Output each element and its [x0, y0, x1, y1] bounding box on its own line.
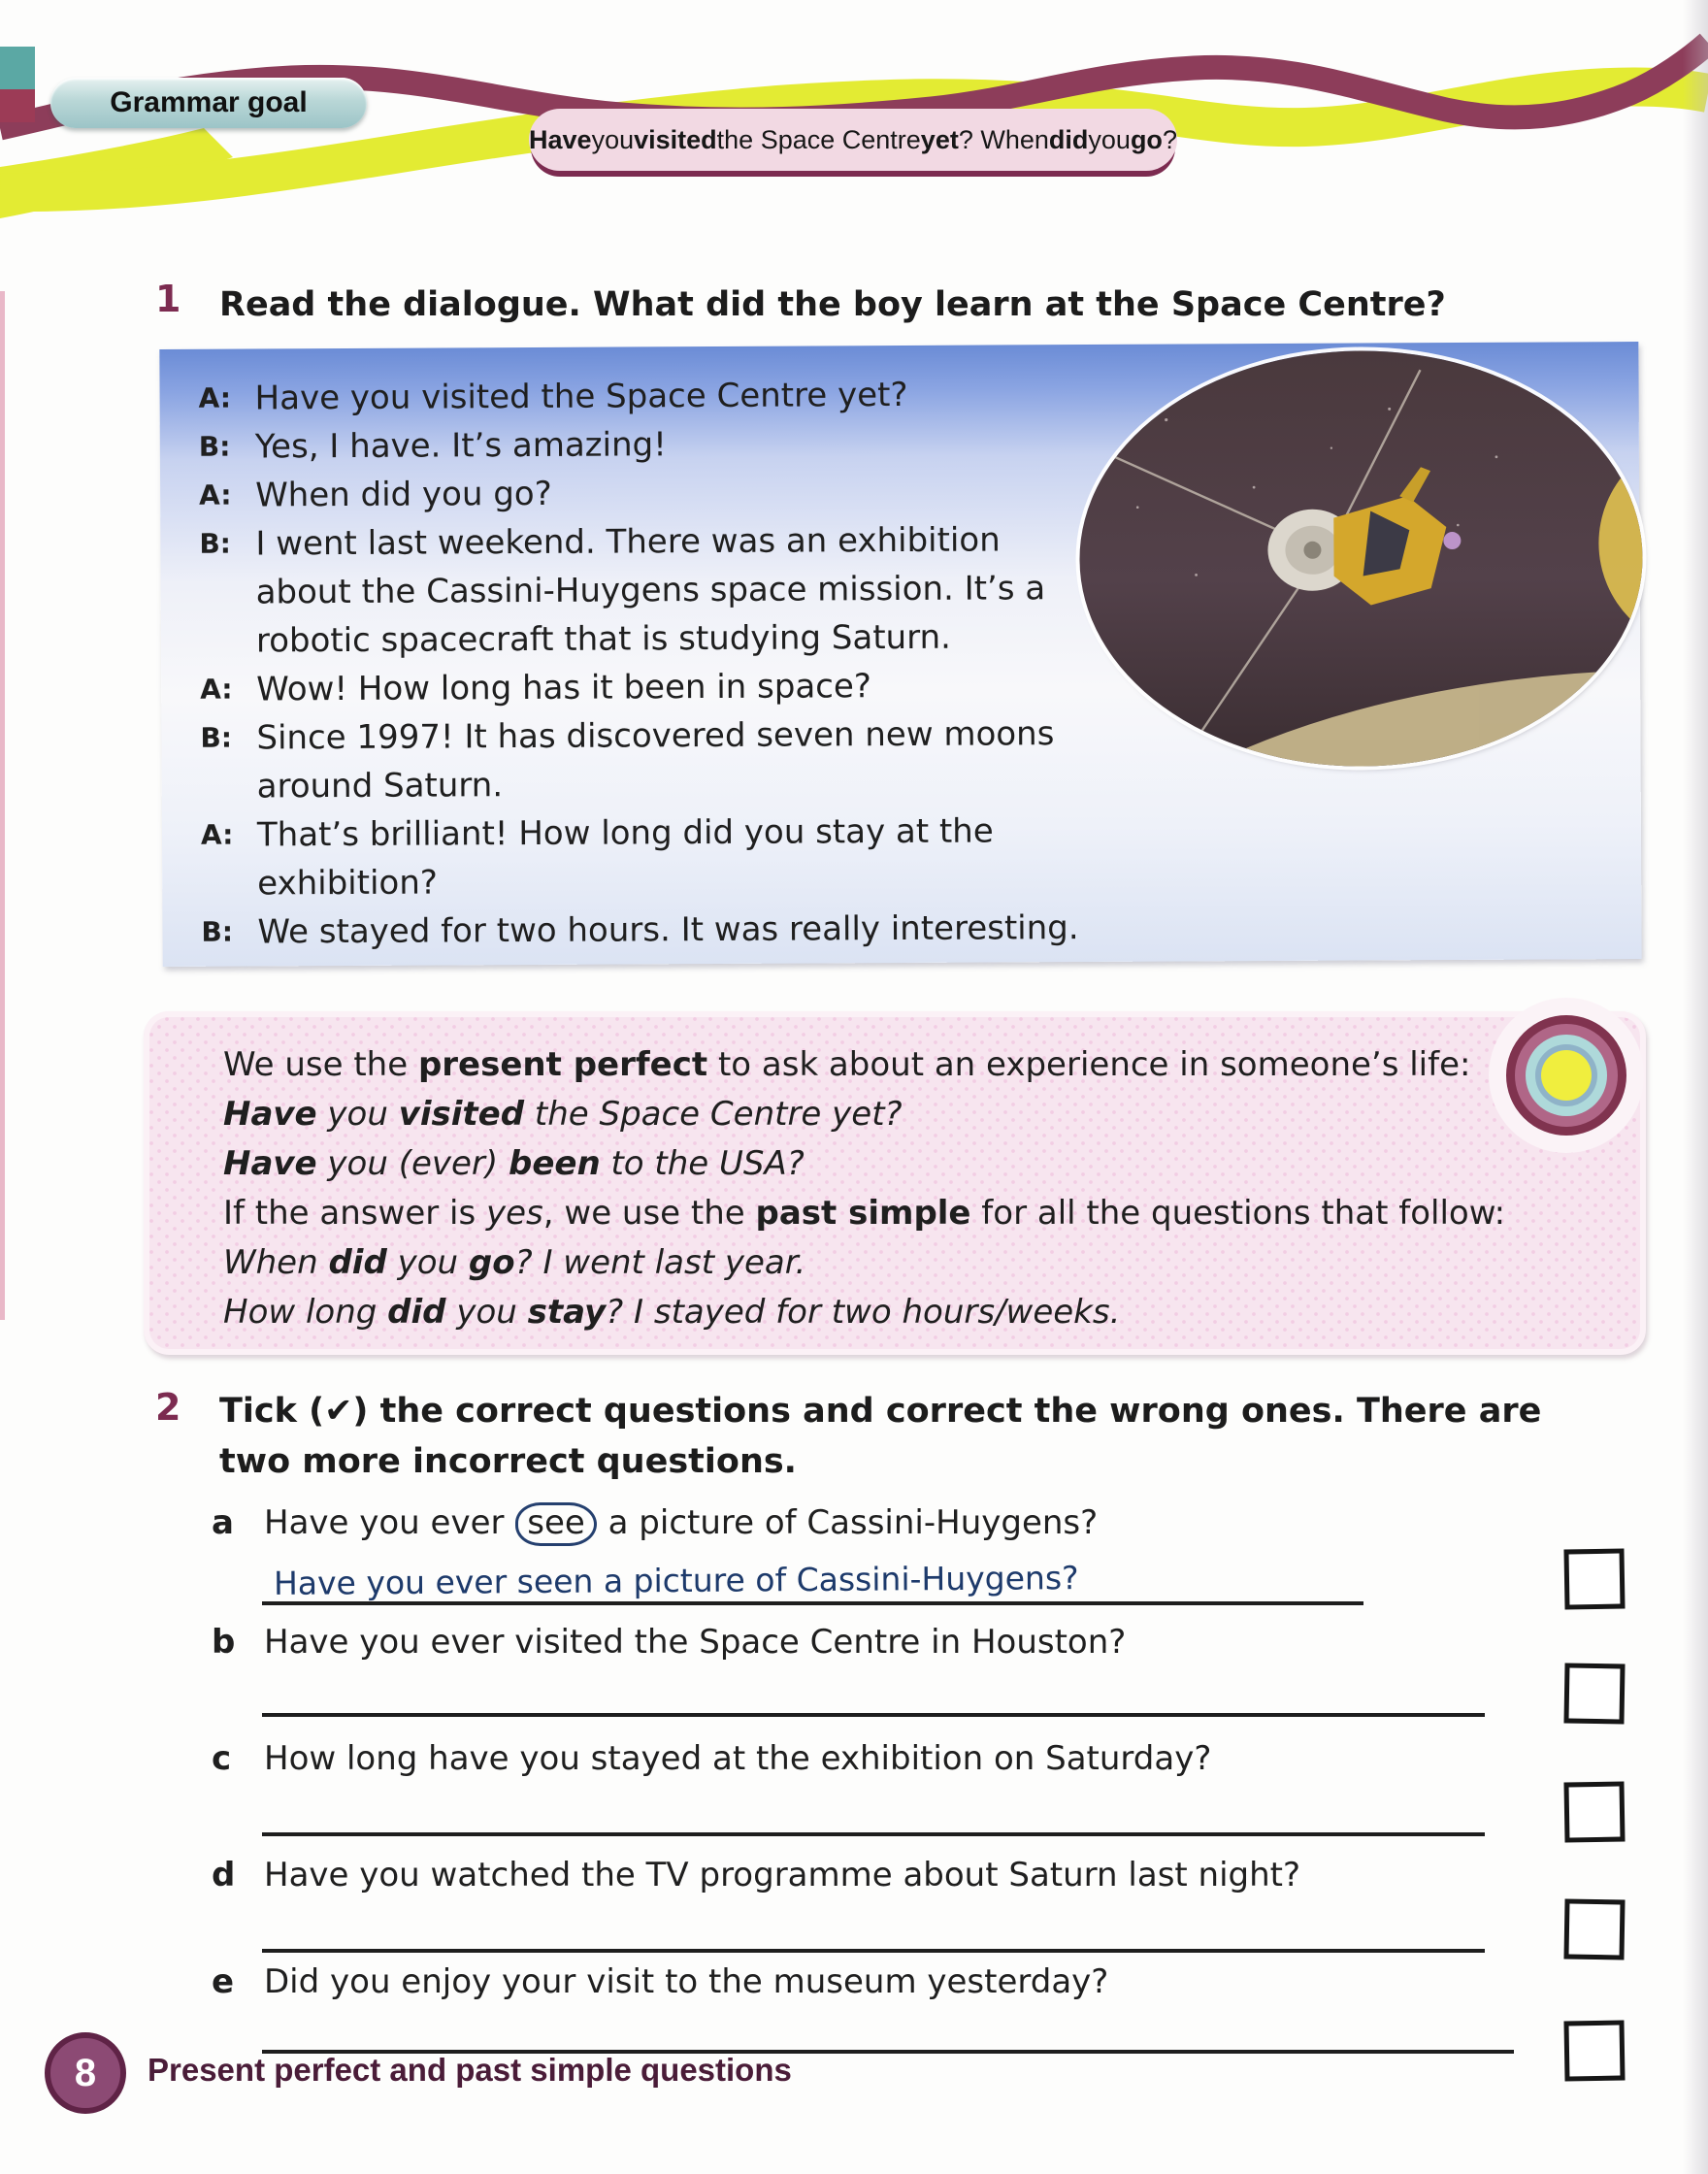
- grammar-rule-line: When did you go? I went last year.: [223, 1243, 806, 1282]
- dialogue-line: A: That’s brilliant! How long did you stay at the exhibition?: [200, 811, 994, 904]
- exercise-2-title-line2: two more incorrect questions.: [219, 1442, 797, 1481]
- grammar-rule-line: We use the present perfect to ask about an experience in someone’s life:: [223, 1045, 1471, 1084]
- exercise-1-number: 1: [155, 278, 181, 320]
- grammar-rule-line: How long did you stay? I stayed for two hours/weeks.: [223, 1293, 1121, 1332]
- grammar-goal-label: Grammar goal: [110, 86, 308, 118]
- dialogue-line: A: Wow! How long has it been in space?: [200, 667, 871, 709]
- page-number-badge: [45, 2032, 126, 2114]
- checkbox-e[interactable]: [1563, 2020, 1625, 2081]
- dialogue-line: A: Have you visited the Space Centre yet?: [198, 375, 908, 418]
- checkbox-b[interactable]: [1563, 1663, 1625, 1724]
- answer-line-b[interactable]: [262, 1663, 1485, 1717]
- checkbox-d[interactable]: [1563, 1898, 1625, 1960]
- dialogue-line: A: When did you go?: [199, 474, 552, 515]
- dialogue-line: B: Yes, I have. It’s amazing!: [198, 425, 667, 467]
- answer-line-d[interactable]: [262, 1898, 1485, 1953]
- grammar-rule-box: [144, 1011, 1646, 1355]
- exercise-1-title: Read the dialogue. What did the boy learn at the Space Centre?: [219, 285, 1446, 324]
- answer-line-c[interactable]: [262, 1782, 1485, 1836]
- page-edge-line: [0, 291, 5, 1320]
- dialogue-line: around Saturn.: [256, 766, 504, 807]
- answer-line-e[interactable]: [262, 1999, 1514, 2054]
- dialogue-text: [198, 370, 1171, 957]
- exercise-2-number: 2: [155, 1386, 181, 1429]
- question-b: b Have you ever visited the Space Centre in Houston?: [212, 1623, 1127, 1662]
- dialogue-line: robotic spacecraft that is studying Saturn.: [255, 617, 952, 661]
- target-icon-center: [1541, 1050, 1592, 1101]
- grammar-rule-line: Have you visited the Space Centre yet?: [223, 1095, 903, 1134]
- handwritten-answer-a: Have you ever seen a picture of Cassini-Huygens?: [273, 1559, 1079, 1602]
- unit-title: Present perfect and past simple questions: [148, 2052, 792, 2088]
- question-c: c How long have you stayed at the exhibition on Saturday?: [212, 1739, 1212, 1778]
- grammar-rule-line: If the answer is yes, we use the past simple for all the questions that follow:: [223, 1194, 1506, 1233]
- checkbox-c[interactable]: [1563, 1781, 1625, 1842]
- spine-mark-teal: [0, 47, 35, 89]
- exercise-2-title-line1: Tick (✔) the correct questions and correct the wrong ones. There are: [219, 1392, 1542, 1431]
- grammar-rule-line: Have you (ever) been to the USA?: [223, 1144, 805, 1183]
- dialogue-line: about the Cassini-Huygens space mission. It’s a: [255, 569, 1046, 612]
- answer-line-a[interactable]: [262, 1551, 1363, 1605]
- grammar-goal-bubble: Have you visited the Space Centre yet ? When did you go ?: [529, 109, 1177, 171]
- spine-mark-maroon: [0, 89, 35, 122]
- question-d: d Have you watched the TV programme about Saturn last night?: [212, 1856, 1301, 1894]
- page-number: 8: [74, 2051, 97, 2094]
- dialogue-panel: [159, 342, 1641, 967]
- checkbox-a[interactable]: [1563, 1548, 1625, 1609]
- question-a: a Have you ever see a picture of Cassini-Huygens?: [212, 1502, 1098, 1546]
- dialogue-line: B: We stayed for two hours. It was really interesting.: [201, 908, 1079, 952]
- dialogue-line: B: I went last weekend. There was an exhibition: [199, 520, 1001, 564]
- cassini-saturn-photo: [1078, 349, 1643, 768]
- question-e: e Did you enjoy your visit to the museum yesterday?: [212, 1962, 1109, 2001]
- grammar-goal-badge: [50, 78, 367, 128]
- dialogue-line: B: Since 1997! It has discovered seven new moons: [200, 714, 1055, 758]
